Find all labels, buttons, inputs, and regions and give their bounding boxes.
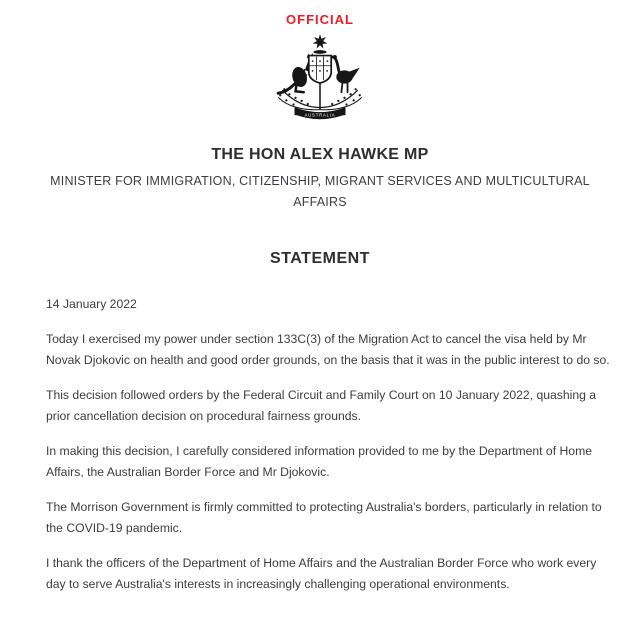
statement-heading: STATEMENT	[270, 250, 370, 267]
scroll-text: AUSTRALIA	[304, 112, 336, 118]
statement-paragraph-1: Today I exercised my power under section 133C(3) of the Migration Act to cancel the visa held by Mr Novak Djokovic on health and good order grounds, on the basis that it was in the public interest to do so.	[46, 332, 610, 367]
commonwealth-star-icon	[313, 34, 328, 49]
statement-body	[46, 294, 610, 595]
crest-wreath	[313, 50, 326, 54]
statement-paragraph-2: This decision followed orders by the Federal Circuit and Family Court on 10 January 2022, quashing a prior cancellation decision on procedural fairness grounds.	[46, 388, 597, 423]
statement-date: 14 January 2022	[46, 297, 137, 311]
shield-icon	[309, 56, 331, 84]
statement-paragraph-3: In making this decision, I carefully considered information provided to me by the Department of Home Affairs, the Australian Border Force and Mr Djokovic.	[46, 444, 592, 479]
minister-portfolio-title: MINISTER FOR IMMIGRATION, CITIZENSHIP, MIGRANT SERVICES AND MULTICULTURAL AFFAIRS	[50, 174, 590, 209]
official-classification-label: OFFICIAL	[286, 12, 354, 27]
australian-coat-of-arms	[267, 33, 373, 125]
statement-document-page	[0, 12, 640, 638]
statement-paragraph-4: The Morrison Government is firmly committed to protecting Australia's borders, particularly in relation to the COVID-19 pandemic.	[46, 500, 602, 535]
statement-paragraph-5: I thank the officers of the Department of Home Affairs and the Australian Border Force who work every day to serve Australia's interests in increasingly challenging operational environments.	[46, 556, 597, 591]
minister-name-heading: THE HON ALEX HAWKE MP	[211, 146, 429, 163]
